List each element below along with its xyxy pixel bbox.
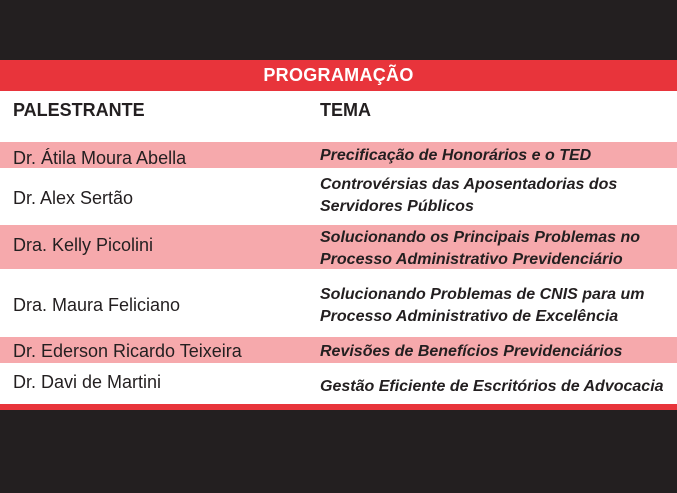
table-row: [0, 225, 677, 269]
talk-topic: Precificação de Honorários e o TED: [320, 147, 592, 164]
speaker-name: Dr. Átila Moura Abella: [13, 148, 187, 168]
talk-topic: Controvérsias das Aposentadorias dos Servidores Públicos: [320, 176, 618, 215]
speaker-name: Dr. Davi de Martini: [13, 372, 162, 392]
bottom-accent-bar: [0, 404, 677, 410]
table-row: [0, 365, 677, 403]
table-row: [0, 170, 677, 222]
table-row: [0, 142, 677, 168]
talk-topic: Gestão Eficiente de Escritórios de Advocacia: [320, 378, 664, 395]
table-row: [0, 271, 677, 335]
talk-topic: Revisões de Benefícios Previdenciários: [320, 343, 623, 360]
talk-topic: Solucionando Problemas de CNIS para um Processo Administrativo de Excelência: [320, 286, 645, 325]
schedule-panel: [0, 60, 677, 410]
speaker-name: Dr. Alex Sertão: [13, 188, 134, 208]
table-row: [0, 337, 677, 363]
topic-column-header: TEMA: [320, 100, 371, 120]
speaker-name: Dra. Kelly Picolini: [13, 235, 154, 255]
speaker-name: Dra. Maura Feliciano: [13, 295, 181, 315]
speaker-column-header: PALESTRANTE: [13, 100, 145, 120]
schedule-title: PROGRAMAÇÃO: [0, 60, 677, 91]
talk-topic: Solucionando os Principais Problemas no Processo Administrativo Previdenciário: [320, 229, 641, 268]
speaker-name: Dr. Ederson Ricardo Teixeira: [13, 341, 242, 361]
